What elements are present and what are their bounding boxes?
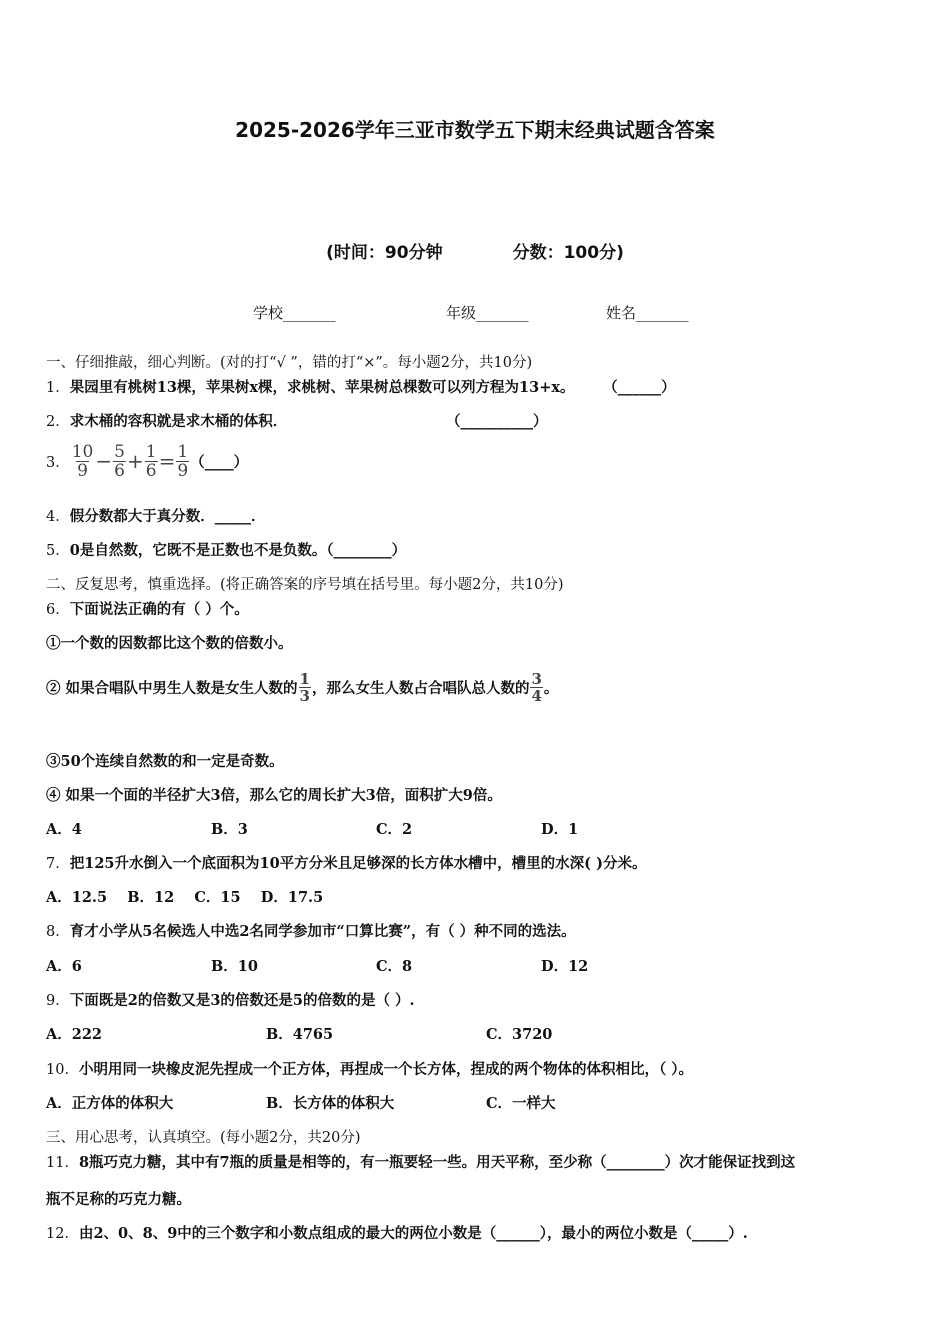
question-text: 下面既是2的倍数又是3的倍数还是5的倍数的是（ ）.: [69, 992, 415, 1009]
option-c[interactable]: C．8: [376, 958, 413, 975]
statement-3: ③50个连续自然数的和一定是奇数。: [46, 753, 284, 770]
fraction: $\frac{1}{3}$: [299, 669, 310, 705]
question-number: 6．: [46, 602, 70, 618]
option-a[interactable]: A．4: [46, 821, 82, 838]
option-b[interactable]: B．4765: [266, 1026, 334, 1043]
question-number: 5．: [46, 543, 70, 559]
minus-sign: −: [95, 449, 113, 473]
question-11-continued: 瓶不足称的巧克力糖。: [46, 1191, 191, 1208]
question-4: [46, 505, 265, 526]
statement-1: ①一个数的因数都比这个数的倍数小。: [46, 635, 293, 652]
exam-meta: [0, 238, 950, 263]
option-b[interactable]: B．3: [211, 821, 248, 838]
option-a[interactable]: A．正方体的体积大: [46, 1095, 174, 1112]
question-text: 把125升水倒入一个底面积为10平方分米且足够深的长方体水槽中，槽里的水深( )分米。: [69, 855, 647, 872]
name-field: 姓名_______: [606, 304, 689, 322]
option-b[interactable]: B．长方体的体积大: [266, 1095, 395, 1112]
option-c[interactable]: C．一样大: [486, 1095, 556, 1112]
question-text: 果园里有桃树13棵，苹果树x棵，求桃树、苹果树总棵数可以列方程为13+x。: [69, 379, 575, 396]
fraction: $\frac{3}{4}$: [531, 669, 542, 705]
fraction: $\frac{1}{9}$: [177, 441, 189, 481]
options-row[interactable]: A．12.5 B．12 C．15 D．17.5: [46, 889, 324, 906]
grade-field: 年级_______: [446, 304, 529, 322]
question-8: [46, 920, 576, 941]
question-number: 10．: [46, 1062, 79, 1078]
question-text: 小明用同一块橡皮泥先捏成一个正方体，再捏成一个长方体，捏成的两个物体的体积相比，（ ）。: [78, 1061, 693, 1078]
question-text: 育才小学从5名候选人中选2名同学参加市“口算比赛”，有（ ）种不同的选法。: [69, 923, 576, 940]
equals-sign: =: [158, 449, 176, 473]
section-heading: 三、用心思考，认真填空。(每小题2分，共20分): [46, 1130, 361, 1146]
option-d[interactable]: D．1: [541, 821, 579, 838]
question-number: 3．: [46, 454, 70, 471]
fraction: $\frac{5}{6}$: [114, 441, 125, 481]
question-number: 11．: [46, 1155, 79, 1171]
option-b[interactable]: B．10: [211, 958, 258, 975]
question-3: [46, 440, 248, 482]
question-number: 7．: [46, 856, 70, 872]
question-9: [46, 989, 415, 1010]
question-1: [46, 376, 676, 397]
option-d[interactable]: D．12: [541, 958, 589, 975]
question-7: [46, 852, 646, 873]
option-a[interactable]: A．6: [46, 958, 82, 975]
question-text: 0是自然数，它既不是正数也不是负数。（________）: [69, 542, 407, 559]
fraction: $\frac{10}{9}$: [71, 441, 94, 481]
question-2: [46, 410, 287, 431]
section-heading: 二、反复思考，慎重选择。(将正确答案的序号填在括号里。每小题2分，共10分): [46, 577, 564, 593]
question-text: 求木桶的容积就是求木桶的体积．: [69, 413, 288, 430]
answer-blank: （______）: [603, 379, 676, 396]
question-6: [46, 598, 249, 619]
question-number: 2．: [46, 414, 70, 430]
option-c[interactable]: C．3720: [486, 1026, 553, 1043]
question-text: 假分数都大于真分数．_____．: [69, 508, 266, 525]
time-limit: (时间：90分钟: [326, 243, 443, 263]
option-c[interactable]: C．2: [376, 821, 413, 838]
question-number: 4．: [46, 509, 70, 525]
question-text: 8瓶巧克力糖，其中有7瓶的质量是相等的，有一瓶要轻一些。用天平称，至少称（________）次才能保证找到这: [78, 1154, 796, 1171]
answer-blank: （__________）: [446, 413, 548, 430]
plus-sign: +: [126, 449, 144, 473]
school-field: 学校_______: [253, 304, 336, 322]
statement-2: ② 如果合唱队中男生人数是女生人数的 $\frac{1}{3}$ ，那么女生人数占合唱队总人数的 $\frac{3}{4}$ 。: [46, 669, 559, 705]
question-5: [46, 539, 406, 560]
question-number: 9．: [46, 993, 70, 1009]
option-a[interactable]: A．222: [46, 1026, 103, 1043]
question-12: [46, 1222, 748, 1243]
question-number: 1．: [46, 380, 70, 396]
answer-blank: （____）: [190, 453, 249, 471]
section-heading: 一、仔细推敲，细心判断。(对的打“√ ”，错的打“×”。每小题2分，共10分): [46, 355, 533, 371]
total-score: 分数：100分): [512, 243, 624, 263]
question-text: 由2、0、8、9中的三个数字和小数点组成的最大的两位小数是（______），最小的两位小数是（_____）.: [78, 1225, 748, 1242]
question-number: 8．: [46, 924, 70, 940]
page-title: 2025-2026学年三亚市数学五下期末经典试题含答案: [235, 118, 715, 142]
question-11: [46, 1151, 795, 1172]
question-text: 下面说法正确的有（ ）个。: [69, 601, 249, 618]
statement-4: ④ 如果一个面的半径扩大3倍，那么它的周长扩大3倍，面积扩大9倍。: [46, 787, 502, 804]
fraction: $\frac{1}{6}$: [145, 441, 157, 481]
question-number: 12．: [46, 1226, 79, 1242]
question-10: [46, 1058, 693, 1079]
